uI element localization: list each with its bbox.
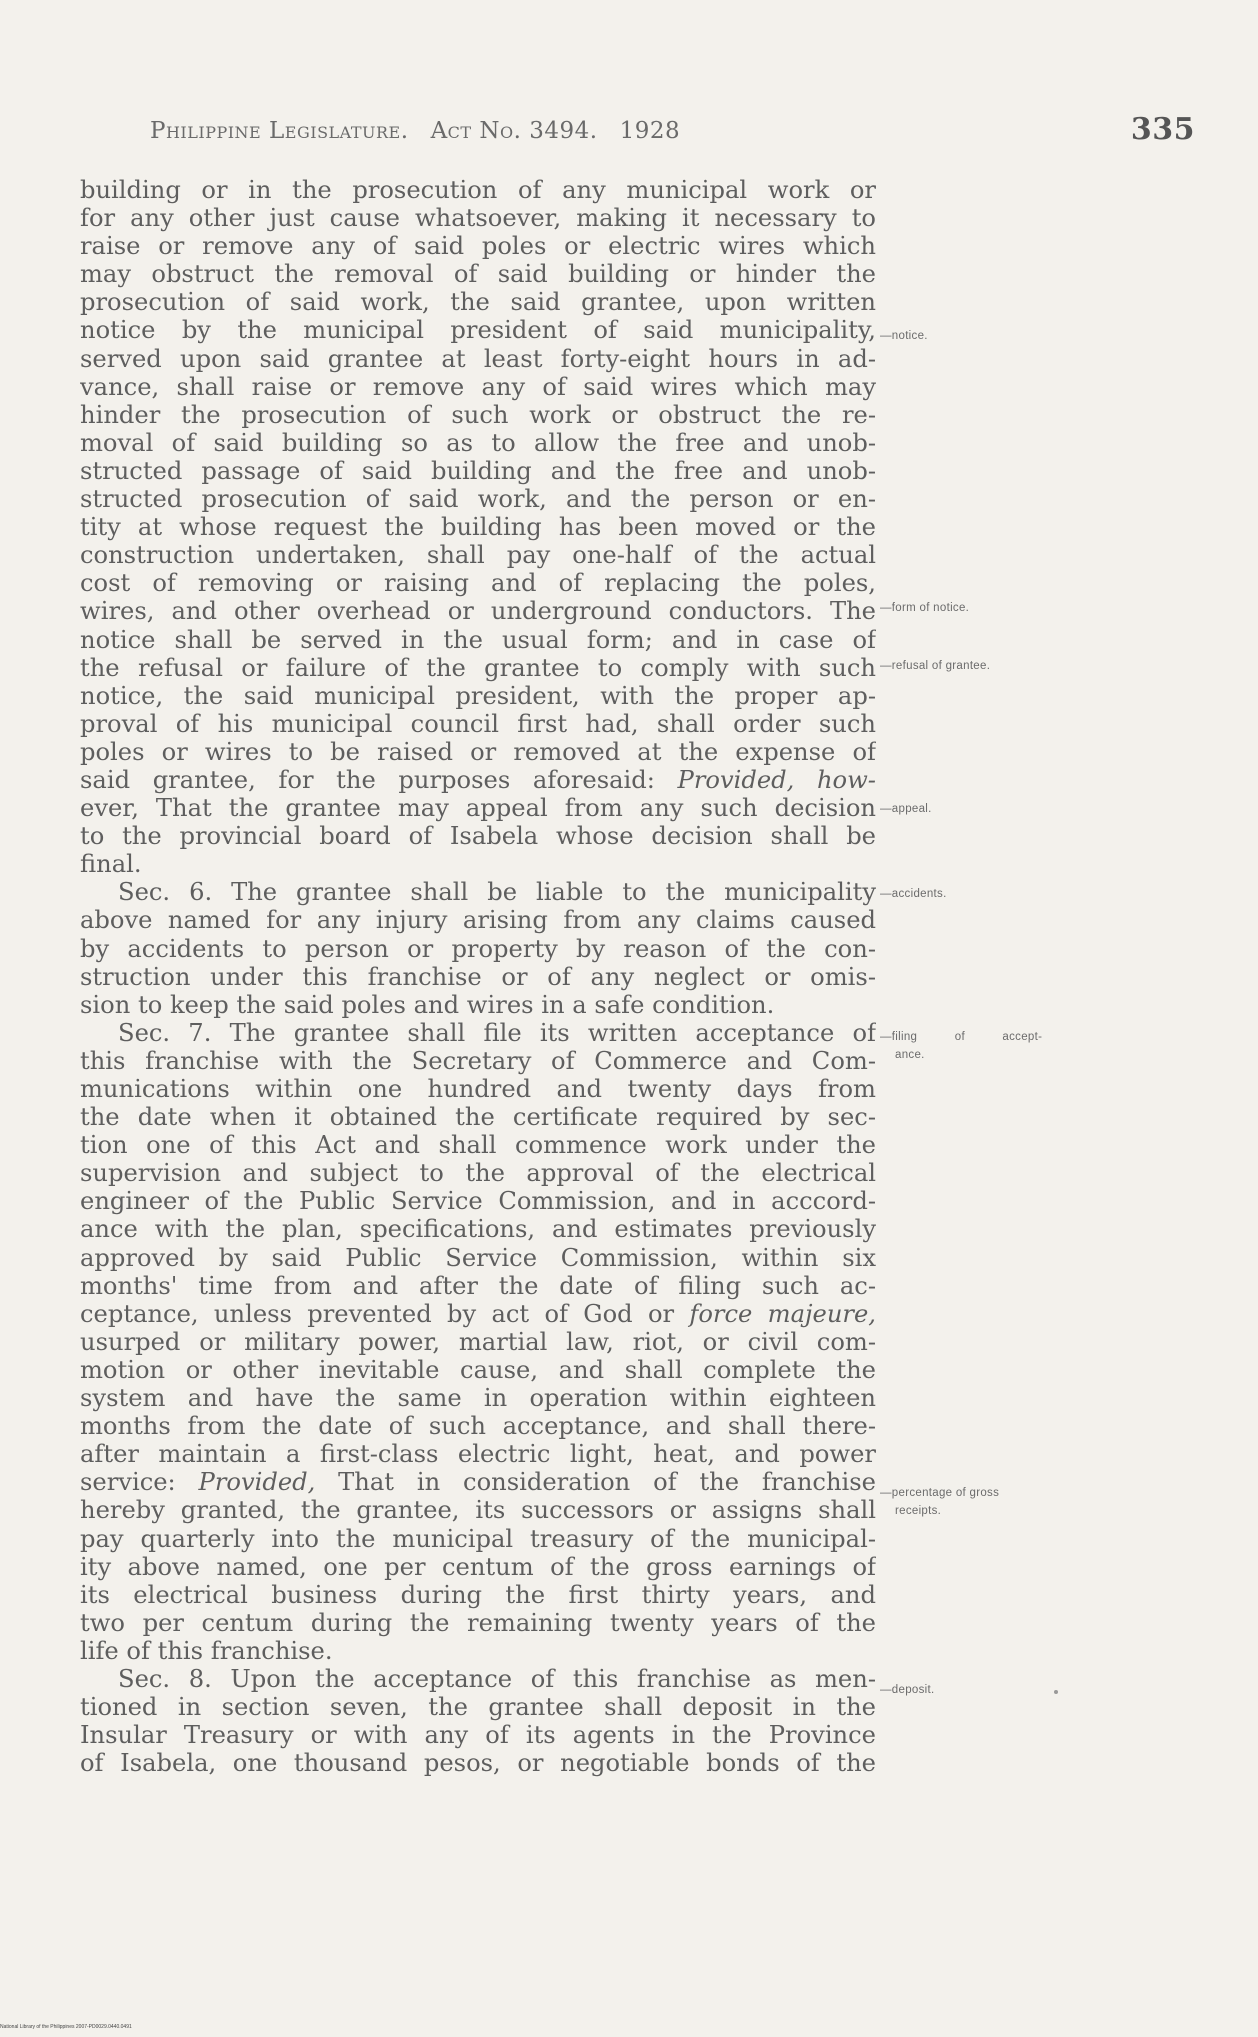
text-line: notice by the municipal president of said municipality, bbox=[80, 316, 876, 345]
text-line: ity above named, one per centum of the gross earnings of bbox=[80, 1552, 876, 1581]
text-line: this franchise with the Secretary of Commerce and Com- bbox=[80, 1046, 876, 1075]
text-line: construction undertaken, shall pay one-half of the actual bbox=[80, 541, 876, 570]
text-line: ance with the plan, specifications, and estimates previously bbox=[80, 1215, 876, 1244]
text-line: two per centum during the remaining twenty years of the bbox=[80, 1608, 876, 1637]
running-header bbox=[150, 112, 1195, 152]
body-text bbox=[80, 176, 876, 1777]
text-line: proval of his municipal council first had, shall order such bbox=[80, 709, 876, 738]
text-line: final. bbox=[80, 850, 142, 879]
text-line: hinder the prosecution of such work or obstruct the re- bbox=[80, 400, 876, 429]
text-segment: said grantee, for the purposes aforesaid: bbox=[80, 765, 678, 794]
margin-note-deposit: —deposit. bbox=[880, 1684, 935, 1696]
section-7-start: Sec. 7. The grantee shall file its written acceptance of bbox=[118, 1018, 876, 1047]
margin-note-accidents: —accidents. bbox=[880, 888, 947, 900]
margin-note-form-of-notice: —form of notice. bbox=[880, 602, 970, 614]
scan-footer: National Library of the Philippines 2007-PD0029.0440.0491 bbox=[0, 2024, 132, 2030]
text-segment: ceptance, unless prevented by act of God or bbox=[80, 1299, 690, 1328]
text-line: raise or remove any of said poles or electric wires which bbox=[80, 232, 876, 261]
text-line: usurped or military power, martial law, riot, or civil com- bbox=[80, 1327, 876, 1356]
text-line: the date when it obtained the certificate required by sec- bbox=[80, 1103, 876, 1132]
text-line: cost of removing or raising and of replacing the poles, bbox=[80, 569, 876, 598]
text-line: life of this franchise. bbox=[80, 1636, 333, 1665]
text-line: may obstruct the removal of said building or hinder the bbox=[80, 260, 876, 289]
text-segment: service: bbox=[80, 1468, 199, 1497]
italic-force-majeure: force majeure, bbox=[689, 1299, 876, 1328]
text-line: tion one of this Act and shall commence work under the bbox=[80, 1131, 876, 1160]
text-line-mixed bbox=[80, 1468, 876, 1496]
text-segment: ever, That the grantee may appeal from any such decision bbox=[80, 794, 876, 823]
text-line: of Isabela, one thousand pesos, or negotiable bonds of the bbox=[80, 1749, 876, 1778]
text-line: system and have the same in operation within eighteen bbox=[80, 1384, 876, 1413]
text-line: hereby granted, the grantee, its successors or assigns shall bbox=[80, 1496, 876, 1525]
margin-note-percentage-cont: receipts. bbox=[895, 1505, 942, 1517]
act-year: 1928 bbox=[619, 118, 681, 144]
text-line: above named for any injury arising from any claims caused bbox=[80, 906, 876, 935]
margin-note-percentage: —percentage of gross bbox=[880, 1487, 1000, 1499]
text-line: structed passage of said building and the free and unob- bbox=[80, 456, 876, 485]
text-line: engineer of the Public Service Commission, and in acccord- bbox=[80, 1187, 876, 1216]
text-line: the refusal or failure of the grantee to comply with such bbox=[80, 653, 876, 682]
text-line: poles or wires to be raised or removed at the expense of bbox=[80, 737, 876, 766]
text-line: motion or other inevitable cause, and shall complete the bbox=[80, 1355, 876, 1384]
text-line: moval of said building so as to allow the free and unob- bbox=[80, 428, 876, 457]
page-number: 335 bbox=[1130, 112, 1195, 147]
text-line: notice, the said municipal president, with the proper ap- bbox=[80, 681, 876, 710]
text-line: munications within one hundred and twenty days from bbox=[80, 1075, 876, 1103]
text-line: tity at whose request the building has been moved or the bbox=[80, 513, 876, 542]
legislature-title: Philippine Legislature. bbox=[150, 118, 409, 144]
text-line bbox=[80, 794, 876, 822]
text-line: months from the date of such acceptance, and shall there- bbox=[80, 1412, 876, 1441]
text-line: supervision and subject to the approval of the electrical bbox=[80, 1159, 876, 1188]
text-line-mixed bbox=[80, 1300, 876, 1328]
text-line: approved by said Public Service Commission, within six bbox=[80, 1243, 876, 1272]
margin-note-notice: —notice. bbox=[880, 330, 928, 342]
text-line: by accidents to person or property by reason of the con- bbox=[80, 934, 876, 963]
act-number: Act No. 3494. bbox=[430, 118, 598, 144]
text-line: notice shall be served in the usual form; and in case of bbox=[80, 625, 876, 654]
italic-provided: Provided, bbox=[198, 1468, 316, 1497]
scan-speck bbox=[1054, 1690, 1058, 1694]
text-line: struction under this franchise or of any neglect or omis- bbox=[80, 962, 876, 991]
margin-note-appeal: —appeal. bbox=[880, 803, 932, 815]
text-line: months' time from and after the date of filing such ac- bbox=[80, 1271, 876, 1300]
text-line: vance, shall raise or remove any of said wires which may bbox=[80, 372, 876, 401]
text-line: served upon said grantee at least forty-eight hours in ad- bbox=[80, 344, 876, 373]
margin-note-filing-cont: ance. bbox=[895, 1049, 925, 1061]
text-line: to the provincial board of Isabela whose decision shall be bbox=[80, 822, 876, 851]
running-title bbox=[150, 118, 702, 144]
section-6-start: Sec. 6. The grantee shall be liable to the municipality bbox=[118, 878, 876, 907]
text-line: wires, and other overhead or underground conductors. The bbox=[80, 597, 876, 626]
text-line: tioned in section seven, the grantee shall deposit in the bbox=[80, 1693, 876, 1722]
text-segment: That in consideration of the franchise bbox=[315, 1468, 876, 1497]
text-line: Insular Treasury or with any of its agents in the Province bbox=[80, 1721, 876, 1750]
margin-note-filing: —filing of accept- bbox=[880, 1031, 1043, 1043]
text-line: pay quarterly into the municipal treasury of the municipal- bbox=[80, 1524, 876, 1553]
text-line-mixed bbox=[80, 766, 876, 794]
text-line: prosecution of said work, the said grantee, upon written bbox=[80, 288, 876, 317]
text-line: building or in the prosecution of any municipal work or bbox=[80, 176, 876, 204]
text-line: its electrical business during the first thirty years, and bbox=[80, 1580, 876, 1609]
margin-note-refusal: —refusal of grantee. bbox=[880, 660, 991, 672]
text-line: after maintain a first-class electric light, heat, and power bbox=[80, 1440, 876, 1469]
text-line: for any other just cause whatsoever, making it necessary to bbox=[80, 204, 876, 233]
text-line: structed prosecution of said work, and the person or en- bbox=[80, 485, 876, 514]
text-line: sion to keep the said poles and wires in a safe condition. bbox=[80, 990, 775, 1019]
italic-provided-however: Provided, how- bbox=[677, 765, 876, 794]
section-8-start: Sec. 8. Upon the acceptance of this franchise as men- bbox=[118, 1664, 876, 1693]
